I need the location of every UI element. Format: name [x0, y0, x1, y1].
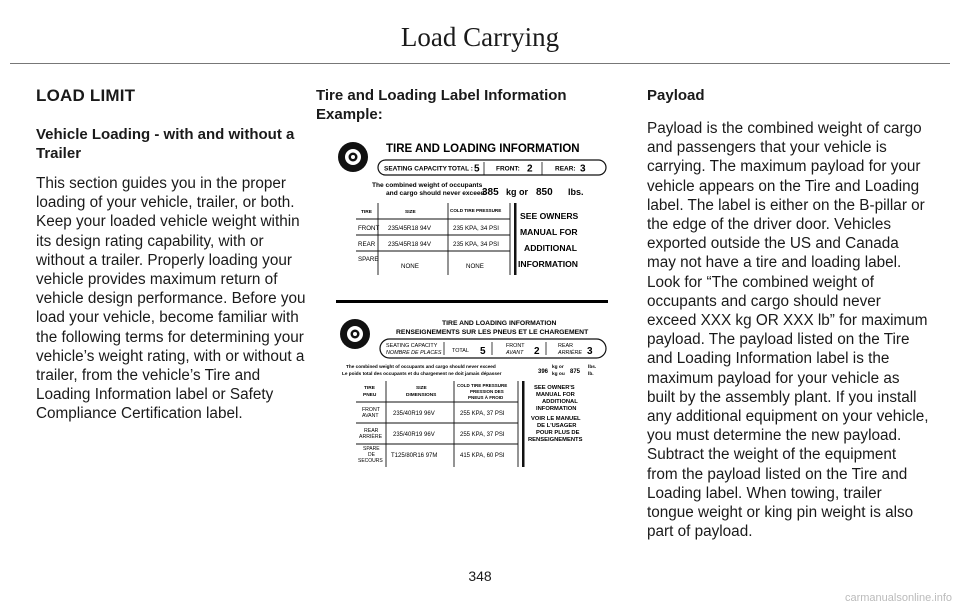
col-pressure-header-fr2: PNEUS À FROID	[468, 395, 504, 400]
payload-paragraph: Payload is the combined weight of cargo and passengers that your vehicle is carrying. The maximum payload for your vehicle appears on the Tire and Loading label. The label is either on the B-pillar or the edge of the driver door. Vehicles exported outside the US and Canada may not have a tire and loading label. Look for “The combined weight of occupants and cargo should never exceed XXX kg OR XXX lb” for maximum payload. The payload listed on the Tire and Loading Information label is the maximum payload for your vehicle as built by the assembly plant. If you install any additional equipment on your vehicle, you must determine the new payload. Subtract the weight of the equipment from the payload listed on the Tire and Loading label. When towing, trailer tongue weight or king pin weight is also part of payload.	[647, 120, 929, 541]
row-spare-tire-fr1: DE	[368, 452, 375, 458]
lb-unit: lb.	[588, 372, 594, 377]
row-spare-pressure: 415 KPA, 60 PSI	[460, 453, 505, 459]
rear-label-fr: ARRIÈRE	[558, 350, 582, 356]
kg-value: 385	[482, 187, 499, 198]
row-spare-tire-fr2: SECOURS	[358, 458, 383, 464]
row-rear-tire-fr: ARRIÈRE	[359, 434, 383, 440]
row-spare-tire: SPARE	[363, 446, 380, 452]
see-owners-line2: MANUAL FOR	[536, 392, 575, 398]
page-number: 348	[468, 568, 492, 584]
tire-icon	[340, 319, 370, 349]
combined-weight-en: The combined weight of occupants and cargo should never exceed	[346, 364, 496, 369]
see-owners-line4: INFORMATION	[518, 259, 578, 269]
row-spare-size: T125/80R16 97M	[391, 453, 438, 459]
combined-weight-line2: and cargo should never exceed	[386, 190, 485, 197]
front-value: 2	[534, 346, 540, 357]
tire-loading-label-english	[336, 135, 609, 290]
seating-capacity-label: SEATING CAPACITY	[386, 343, 438, 349]
total-value: 5	[480, 346, 486, 357]
seating-capacity-label-fr: NOMBRE DE PLACES	[386, 350, 442, 356]
total-value: 5	[474, 163, 480, 175]
row-spare-size: NONE	[401, 263, 419, 270]
label-title-fr: RENSEIGNEMENTS SUR LES PNEUS ET LE CHARGEMENT	[396, 329, 589, 336]
see-owners-line7: POUR PLUS DE	[536, 430, 580, 436]
lbs-unit: lbs.	[568, 187, 584, 197]
lbs-value: 875	[570, 369, 581, 375]
total-label: TOTAL	[452, 348, 469, 354]
col-pressure-header-fr1: PRESSION DES	[470, 389, 504, 394]
front-label: FRONT	[506, 343, 525, 349]
label-title: TIRE AND LOADING INFORMATION	[386, 143, 580, 155]
tire-loading-label-bilingual	[336, 307, 609, 467]
label-separator	[336, 300, 608, 303]
see-owners-line2: MANUAL FOR	[520, 227, 578, 237]
seating-capacity-label: SEATING CAPACITY	[384, 165, 447, 173]
total-label: TOTAL :	[448, 165, 473, 173]
row-front-pressure: 235 KPA, 34 PSI	[453, 225, 499, 232]
kg-or: kg or	[506, 187, 529, 197]
row-front-tire-fr: AVANT	[362, 413, 379, 419]
row-rear-size: 235/40R19 96V	[393, 432, 435, 438]
rear-value: 3	[580, 163, 586, 175]
section-heading: LOAD LIMIT	[36, 86, 136, 105]
row-rear-pressure: 235 KPA, 34 PSI	[453, 241, 499, 248]
row-spare-tire: SPARE	[358, 256, 379, 263]
col-size-header: SIZE	[405, 210, 416, 215]
lbs-unit: lbs.	[588, 365, 597, 370]
body-paragraph: This section guides you in the proper loading of your vehicle, trailer, or both. Keep your loaded vehicle weight within its design rating capability, with or without a trailer. Properly loading your vehicle provides maximum return of vehicle design performance. Before you load your vehicle, become familiar with the following terms for determining your vehicle’s weight rating, with or without a trailer, from the vehicle’s Tire and Loading Information label or Safety Compliance Certification label.	[36, 175, 306, 423]
front-label: FRONT:	[496, 165, 520, 173]
subsection-heading: Vehicle Loading - with and without a Trailer	[36, 126, 295, 162]
see-owners-line8: RENSEIGNEMENTS	[528, 437, 583, 443]
kg-ou: kg ou	[552, 372, 565, 377]
row-spare-pressure: NONE	[466, 263, 484, 270]
rear-value: 3	[587, 346, 593, 357]
watermark: carmanualsonline.info	[844, 592, 952, 604]
row-front-tire: FRONT	[358, 225, 380, 232]
col-size-header-fr: DIMENSIONS	[406, 393, 437, 398]
col-pressure-header: COLD TIRE PRESSURE	[457, 383, 508, 388]
front-value: 2	[527, 163, 533, 175]
rear-label: REAR	[558, 343, 573, 349]
row-front-size: 235/45R18 94V	[388, 225, 432, 232]
see-owners-line6: DE L'USAGER	[537, 423, 577, 429]
row-rear-pressure: 255 KPA, 37 PSI	[460, 432, 505, 438]
row-front-pressure: 255 KPA, 37 PSI	[460, 411, 505, 417]
col-size-header: SIZE	[416, 386, 427, 391]
see-owners-line3: ADDITIONAL	[542, 399, 578, 405]
row-front-tire: FRONT	[362, 407, 380, 413]
row-rear-tire: REAR	[358, 241, 376, 248]
see-owners-line1: SEE OWNER'S	[534, 385, 575, 391]
rear-label: REAR:	[555, 165, 576, 173]
title-divider	[10, 63, 950, 64]
see-owners-line5: VOIR LE MANUEL	[531, 416, 581, 422]
kg-value: 396	[538, 369, 549, 375]
col-pressure-header: COLD TIRE PRESSURE	[450, 208, 502, 213]
kg-or: kg or	[552, 365, 564, 370]
see-owners-line1: SEE OWNERS	[520, 211, 579, 221]
lbs-value: 850	[536, 187, 553, 198]
row-rear-tire: REAR	[364, 428, 379, 434]
payload-heading: Payload	[647, 87, 705, 104]
front-label-fr: AVANT	[506, 350, 524, 356]
col-tire-header: TIRE	[361, 210, 372, 215]
row-rear-size: 235/45R18 94V	[388, 241, 432, 248]
column-label-example	[316, 86, 611, 135]
combined-weight-fr: Le poids total des occupants et du chargement ne doit jamais dépasser	[342, 371, 502, 376]
column-load-limit	[36, 86, 310, 424]
see-owners-line3: ADDITIONAL	[524, 243, 577, 253]
row-front-size: 235/40R19 96V	[393, 411, 435, 417]
tire-icon	[338, 142, 368, 172]
column-payload	[647, 86, 929, 541]
label-title-en: TIRE AND LOADING INFORMATION	[442, 320, 557, 327]
col-tire-header: TIRE	[364, 386, 375, 391]
see-owners-line4: INFORMATION	[536, 406, 577, 412]
col-tire-header-fr: PNEU	[363, 393, 377, 398]
combined-weight-line1: The combined weight of occupants	[372, 182, 483, 189]
label-example-heading: Tire and Loading Label Information Example:	[316, 87, 567, 123]
page-title: Load Carrying	[400, 22, 560, 52]
